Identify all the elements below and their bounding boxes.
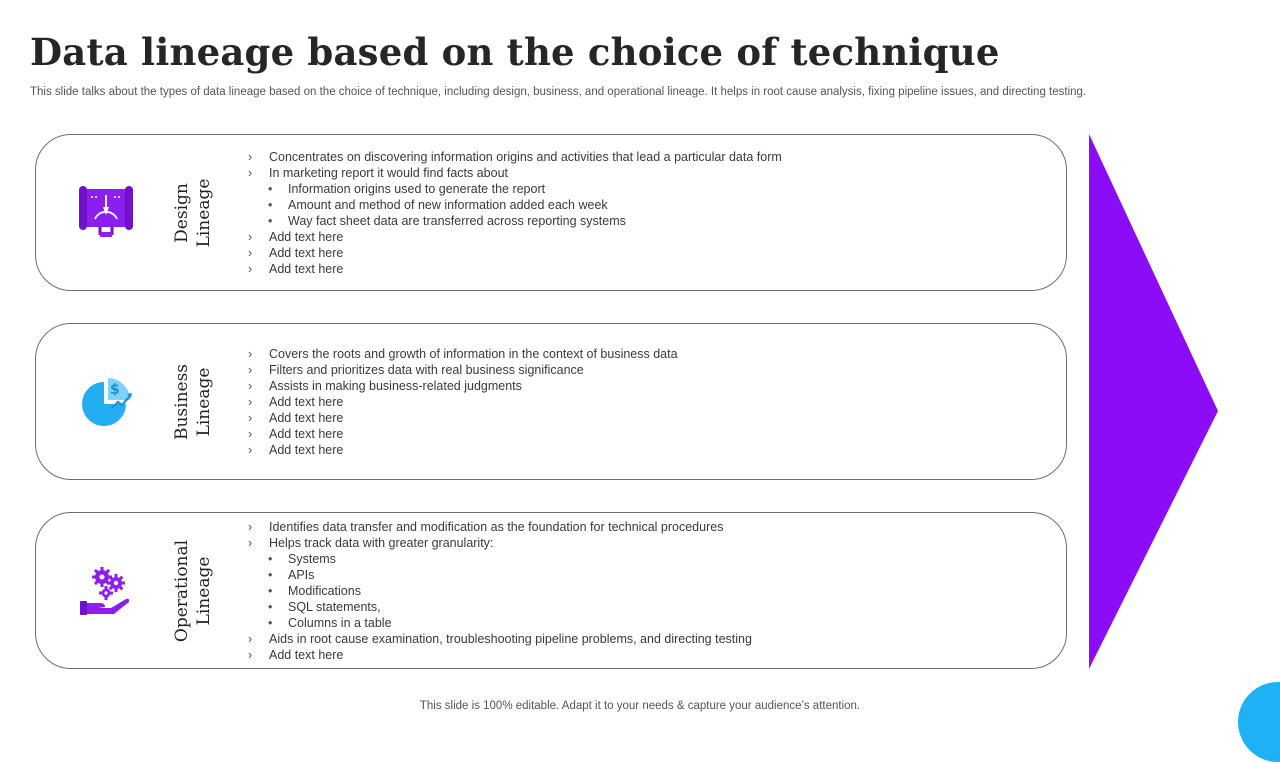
- blueprint-icon: [78, 183, 136, 241]
- list-item: • Amount and method of new information added each week: [248, 197, 782, 213]
- list-item: • Columns in a table: [248, 615, 752, 631]
- list-item: › Add text here: [248, 647, 752, 663]
- design-lineage-title: Design Lineage: [172, 178, 214, 247]
- list-item: › Add text here: [248, 410, 678, 426]
- list-item: • Information origins used to generate the report: [248, 181, 782, 197]
- list-item: • APIs: [248, 567, 752, 583]
- operational-lineage-title: Operational Lineage: [172, 539, 214, 642]
- list-item: › Identifies data transfer and modification as the foundation for technical procedures: [248, 519, 752, 535]
- business-lineage-list: [248, 346, 678, 458]
- list-item: • Systems: [248, 551, 752, 567]
- list-item: › Concentrates on discovering information origins and activities that lead a particular data form: [248, 149, 782, 165]
- list-item: › Covers the roots and growth of information in the context of business data: [248, 346, 678, 362]
- list-item: › Helps track data with greater granularity:: [248, 535, 752, 551]
- svg-text:$: $: [110, 382, 120, 398]
- list-item: › In marketing report it would find facts about: [248, 165, 782, 181]
- corner-circle-decoration: [1238, 682, 1280, 762]
- design-lineage-card: [35, 134, 1067, 291]
- list-item: • SQL statements,: [248, 599, 752, 615]
- slide-title: Data lineage based on the choice of technique: [30, 30, 1000, 74]
- business-lineage-card: [35, 323, 1067, 480]
- list-item: › Add text here: [248, 229, 782, 245]
- list-item: • Way fact sheet data are transferred across reporting systems: [248, 213, 782, 229]
- gears-hand-icon: [78, 565, 136, 623]
- operational-lineage-list: [248, 519, 752, 663]
- list-item: › Add text here: [248, 442, 678, 458]
- list-item: › Add text here: [248, 261, 782, 277]
- slide-footer: This slide is 100% editable. Adapt it to your needs & capture your audience’s attention.: [419, 700, 861, 712]
- operational-lineage-card: [35, 512, 1067, 669]
- list-item: › Add text here: [248, 245, 782, 261]
- list-item: • Modifications: [248, 583, 752, 599]
- list-item: › Assists in making business-related judgments: [248, 378, 678, 394]
- list-item: › Add text here: [248, 426, 678, 442]
- list-item: › Filters and prioritizes data with real business significance: [248, 362, 678, 378]
- list-item: › Aids in root cause examination, troubleshooting pipeline problems, and directing testing: [248, 631, 752, 647]
- right-arrow-shape: [1089, 134, 1219, 669]
- business-lineage-title: Business Lineage: [172, 363, 214, 440]
- list-item: › Add text here: [248, 394, 678, 410]
- business-pie-chart-icon: [78, 374, 136, 432]
- slide-subtitle: This slide talks about the types of data lineage based on the choice of technique, including design, business, and operational lineage. It helps in root cause analysis, fixing pipeline issues, and directing testing.: [30, 86, 1087, 98]
- design-lineage-list: [248, 149, 782, 277]
